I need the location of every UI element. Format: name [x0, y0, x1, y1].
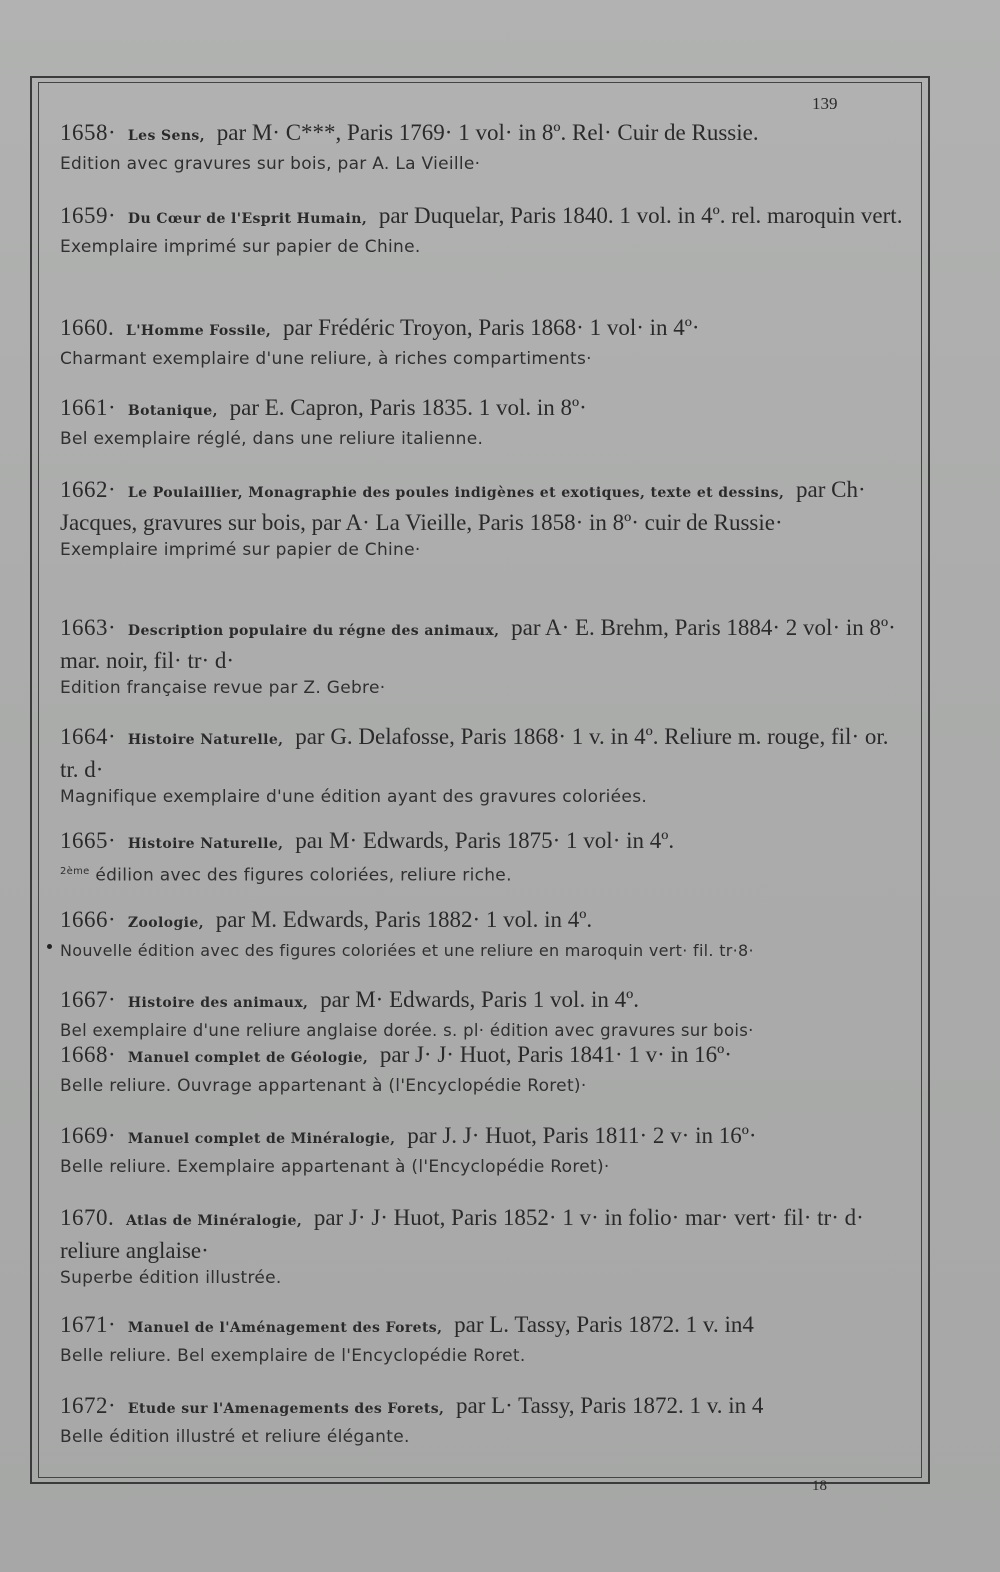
entry-number: 1665·: [60, 828, 117, 853]
entry-details: par Frédéric Troyon, Paris 1868· 1 vol· in 4º·: [282, 315, 700, 340]
catalogue-entry-1668: [60, 1040, 910, 1099]
entry-description: Nouvelle édition avec des figures coloriées et une reliure en maroquin vert· fil. tr·8·: [60, 941, 754, 960]
entry-details: par E. Capron, Paris 1835. 1 vol. in 8º·: [229, 395, 587, 420]
entry-details: par L· Tassy, Paris 1872. 1 v. in 4: [456, 1393, 764, 1418]
entry-description: Belle reliure. Exemplaire appartenant à (l'Encyclopédie Roret)·: [60, 1157, 610, 1177]
entry-details: par J. J· Huot, Paris 1811· 2 v· in 16º·: [407, 1123, 757, 1148]
catalogue-entry-1669: [60, 1121, 910, 1180]
catalogue-entry-1660: [60, 313, 910, 372]
entry-number: 1671·: [60, 1312, 117, 1337]
entry-description: Exemplaire imprimé sur papier de Chine.: [60, 237, 421, 257]
entry-details: par G. Delafosse, Paris 1868· 1 v. in 4º. Reliure m. rouge, fil· or. tr. d·: [60, 724, 889, 782]
entry-title: Histoire Naturelle,: [127, 732, 284, 748]
entry-details: par J· J· Huot, Paris 1841· 1 v· in 16º·: [379, 1042, 732, 1067]
entry-number: 1658·: [60, 120, 117, 145]
entry-number: 1662·: [60, 477, 117, 502]
entry-number: 1670.: [60, 1205, 115, 1230]
catalogue-entry-1664: [60, 722, 910, 810]
entry-title: Les Sens,: [127, 128, 205, 144]
entry-title: Etude sur l'Amenagements des Forets,: [127, 1401, 445, 1417]
entry-details: par L. Tassy, Paris 1872. 1 v. in4: [454, 1312, 754, 1337]
entry-details: par A· E. Brehm, Paris 1884· 2 vol· in 8º· mar. noir, fil· tr· d·: [60, 615, 896, 673]
edition-superscript: 2ème: [60, 866, 90, 877]
ink-dot: [47, 944, 52, 949]
entry-details: paı M· Edwards, Paris 1875· 1 vol· in 4º.: [295, 828, 675, 853]
catalogue-entry-1672: [60, 1391, 910, 1450]
entry-description: Belle reliure. Ouvrage appartenant à (l'Encyclopédie Roret)·: [60, 1076, 587, 1096]
entry-description: Bel exemplaire d'une reliure anglaise dorée. s. pl· édition avec gravures sur bois·: [60, 1021, 754, 1040]
entry-number: 1668·: [60, 1042, 117, 1067]
entry-title: Manuel complet de Géologie,: [127, 1050, 369, 1066]
catalogue-entry-1661: [60, 393, 910, 452]
entry-description: Belle reliure. Bel exemplaire de l'Encyclopédie Roret.: [60, 1346, 526, 1366]
catalogue-entry-1667: [60, 985, 910, 1044]
entry-details: par Ch· Jacques, gravures sur bois, par A· La Vieille, Paris 1858· in 8º· cuir de Russie·: [60, 477, 866, 535]
entry-description: Exemplaire imprimé sur papier de Chine·: [60, 540, 421, 560]
catalogue-entry-1666: [60, 905, 910, 964]
entry-title: Le Poulaillier, Monagraphie des poules indigènes et exotiques, texte et dessins,: [127, 485, 785, 501]
entry-number: 1667·: [60, 987, 117, 1012]
entry-details: par J· J· Huot, Paris 1852· 1 v· in folio· mar· vert· fil· tr· d· reliure anglaise·: [60, 1205, 864, 1263]
entry-title: Du Cœur de l'Esprit Humain,: [127, 211, 368, 227]
entry-title: Description populaire du régne des animaux,: [127, 623, 500, 639]
entry-title: Manuel de l'Aménagement des Forets,: [127, 1320, 443, 1336]
entry-description: Bel exemplaire réglé, dans une reliure italienne.: [60, 429, 484, 449]
entry-number: 1661·: [60, 395, 117, 420]
entry-number: 1664·: [60, 724, 117, 749]
entry-description: Magnifique exemplaire d'une édition ayant des gravures coloriées.: [60, 787, 648, 807]
entry-description: Belle édition illustré et reliure élégante.: [60, 1427, 410, 1447]
entry-description: Charmant exemplaire d'une reliure, à riches compartiments·: [60, 349, 592, 369]
entry-description: édilion avec des figures coloriées, reliure riche.: [95, 865, 512, 886]
entry-title: Zoologie,: [127, 915, 204, 931]
catalogue-entry-1659: [60, 201, 910, 260]
catalogue-entry-1665: [60, 826, 910, 889]
entry-title: Atlas de Minéralogie,: [126, 1213, 303, 1229]
entry-number: 1659·: [60, 203, 117, 228]
entry-number: 1672·: [60, 1393, 117, 1418]
entry-title: Histoire Naturelle,: [127, 836, 284, 852]
entry-number: 1660.: [60, 315, 115, 340]
catalogue-entry-1671: [60, 1310, 910, 1369]
catalogue-entry-1670: [60, 1203, 910, 1291]
entry-title: Histoire des animaux,: [127, 995, 309, 1011]
entry-description: Edition avec gravures sur bois, par A. La Vieille·: [60, 154, 481, 174]
entry-details: par Duquelar, Paris 1840. 1 vol. in 4º. rel. maroquin vert.: [378, 203, 903, 228]
catalogue-entry-1662: [60, 475, 910, 563]
entry-number: 1663·: [60, 615, 117, 640]
catalogue-entry-1663: [60, 613, 910, 701]
entry-number: 1666·: [60, 907, 117, 932]
entry-description: Superbe édition illustrée.: [60, 1268, 282, 1288]
entry-title: L'Homme Fossile,: [126, 323, 272, 339]
page-number: 139: [812, 94, 838, 113]
entry-number: 1669·: [60, 1123, 117, 1148]
catalogue-entry-1658: [60, 118, 910, 177]
entry-description: Edition française revue par Z. Gebre·: [60, 678, 386, 698]
entry-title: Manuel complet de Minéralogie,: [127, 1131, 396, 1147]
entry-details: par M· Edwards, Paris 1 vol. in 4º.: [320, 987, 639, 1012]
entry-details: par M· C***, Paris 1769· 1 vol· in 8º. Rel· Cuir de Russie.: [216, 120, 759, 145]
signature-mark: 18: [812, 1478, 827, 1494]
entry-details: par M. Edwards, Paris 1882· 1 vol. in 4º.: [215, 907, 593, 932]
entry-title: Botanique,: [127, 403, 218, 419]
